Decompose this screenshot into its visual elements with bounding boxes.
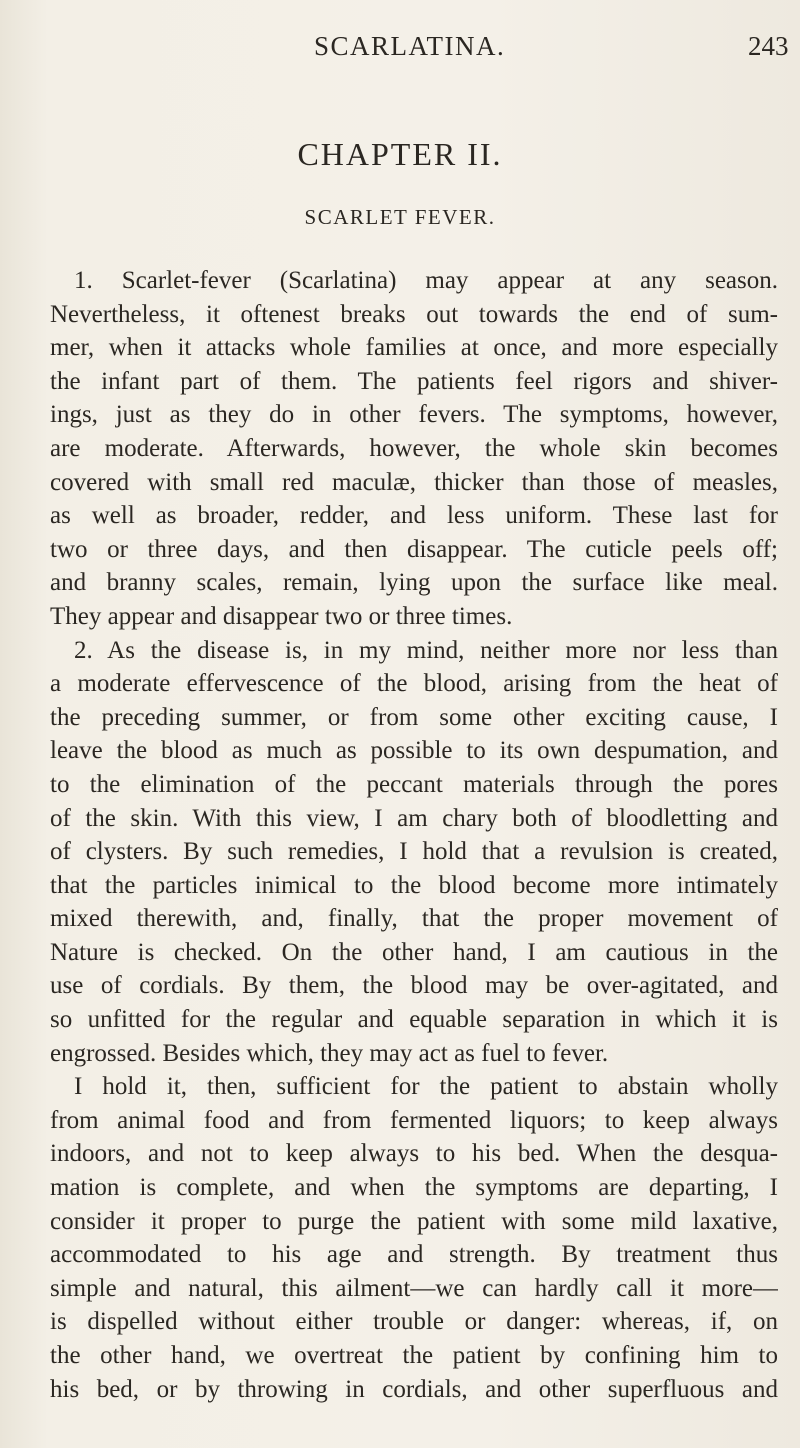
text-line: of clysters. By such remedies, I hold that a revulsion is created, xyxy=(50,838,778,866)
text-line: use of cordials. By them, the blood may be over-agitated, and xyxy=(50,972,778,1000)
text-line: I hold it, then, sufficient for the patient to abstain wholly xyxy=(74,1073,778,1101)
text-line: Nevertheless, it oftenest breaks out towards the end of sum- xyxy=(50,300,778,328)
text-line: mer, when it attacks whole families at once, and more especially xyxy=(50,334,778,362)
text-line: two or three days, and then disappear. The cuticle peels off; xyxy=(50,535,778,563)
text-line: mation is complete, and when the symptoms are departing, I xyxy=(50,1174,778,1202)
chapter-subtitle: SCARLET FEVER. xyxy=(304,205,496,229)
text-line: leave the blood as much as possible to its own despumation, and xyxy=(50,737,778,765)
text-line: is dispelled without either trouble or danger: whereas, if, on xyxy=(50,1308,778,1336)
text-line: consider it proper to purge the patient with some mild laxative, xyxy=(50,1207,778,1235)
text-line: indoors, and not to keep always to his bed. When the desqua- xyxy=(50,1140,778,1168)
text-line: his bed, or by throwing in cordials, and other superfluous and xyxy=(50,1375,778,1403)
running-title: SCARLATINA. xyxy=(314,31,506,61)
text-line: accommodated to his age and strength. By treatment thus xyxy=(50,1241,778,1269)
text-line: are moderate. Afterwards, however, the whole skin becomes xyxy=(50,434,778,462)
text-line: and branny scales, remain, lying upon the surface like meal. xyxy=(50,569,778,597)
text-line: ings, just as they do in other fevers. The symptoms, however, xyxy=(50,401,778,429)
text-line: the preceding summer, or from some other exciting cause, I xyxy=(50,703,778,731)
text-line: covered with small red maculæ, thicker than those of measles, xyxy=(50,468,778,496)
text-line: the other hand, we overtreat the patient by confining him to xyxy=(50,1342,778,1369)
text-line: Nature is checked. On the other hand, I am cautious in the xyxy=(50,938,778,966)
text-line: engrossed. Besides which, they may act as fuel to fever. xyxy=(50,1039,609,1067)
body-text xyxy=(50,264,778,1406)
text-line: a moderate effervescence of the blood, arising from the heat of xyxy=(50,670,778,698)
text-line: mixed therewith, and, finally, that the proper movement of xyxy=(50,905,778,933)
text-line: the infant part of them. The patients feel rigors and shiver- xyxy=(50,367,778,395)
text-line: as well as broader, redder, and less uniform. These last for xyxy=(50,502,778,530)
text-line: 2. As the disease is, in my mind, neither more nor less than xyxy=(74,636,778,664)
text-line: to the elimination of the peccant materials through the pores xyxy=(50,770,778,798)
text-line: simple and natural, this ailment—we can hardly call it more— xyxy=(50,1274,778,1302)
text-line: from animal food and from fermented liquors; to keep always xyxy=(50,1106,778,1134)
text-line: 1. Scarlet-fever (Scarlatina) may appear at any season. xyxy=(74,267,778,294)
text-line: so unfitted for the regular and equable separation in which it is xyxy=(50,1006,778,1034)
text-line: They appear and disappear two or three times. xyxy=(50,602,513,630)
page-number: 243 xyxy=(748,31,789,61)
text-line: of the skin. With this view, I am chary both of bloodletting and xyxy=(50,804,778,832)
text-line: that the particles inimical to the blood become more intimately xyxy=(50,871,778,899)
running-header xyxy=(0,26,800,66)
chapter-title: CHAPTER II. xyxy=(297,136,503,172)
